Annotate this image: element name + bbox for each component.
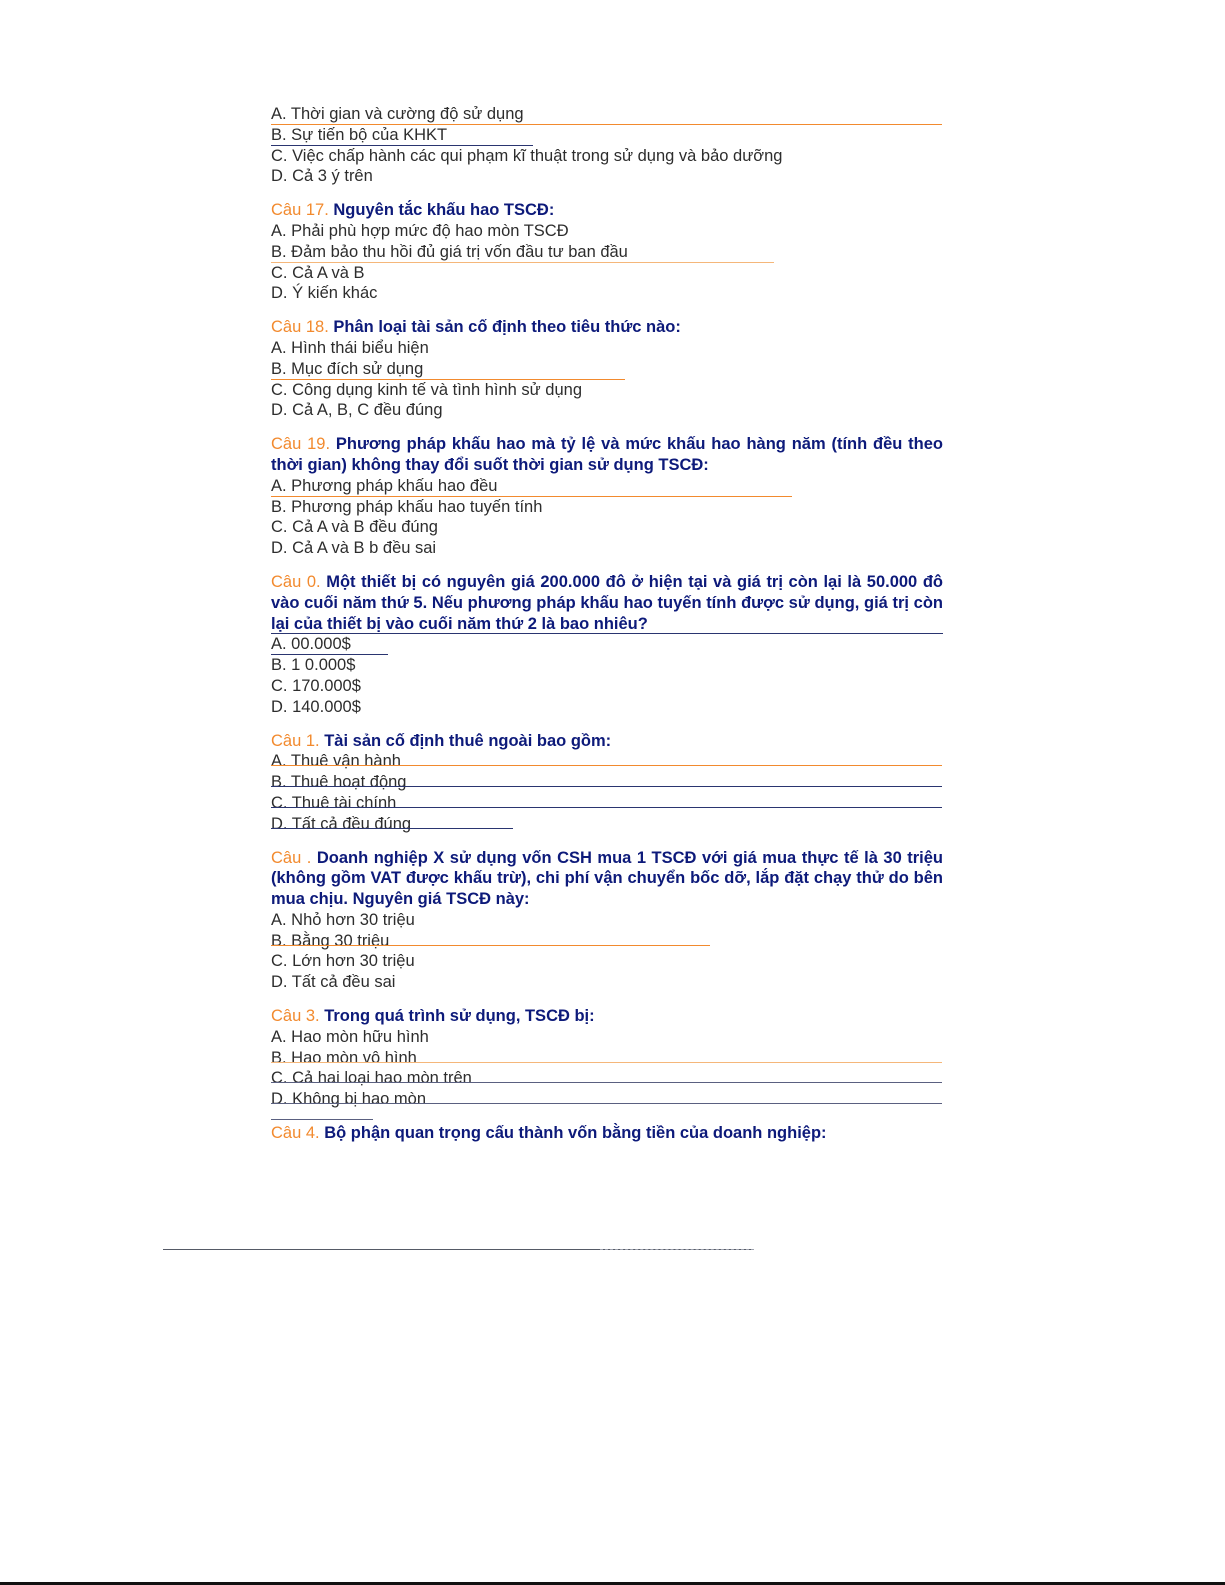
question-23-heading xyxy=(271,1006,943,1027)
option-text: B. Phương pháp khấu hao tuyến tính xyxy=(271,497,543,516)
question-23 xyxy=(271,1006,943,1110)
option-text: B. Mục đích sử dụng xyxy=(271,359,424,378)
underline-mark xyxy=(271,1119,373,1120)
option-22-a xyxy=(271,910,943,931)
option-17-d xyxy=(271,283,943,304)
option-18-c xyxy=(271,380,943,401)
option-20-b xyxy=(271,655,943,676)
option-text: A. 00.000$ xyxy=(271,635,351,654)
option-text: A. Phải phù hợp mức độ hao mòn TSCĐ xyxy=(271,221,569,240)
question-number: Câu 1. xyxy=(271,731,320,750)
question-text: Trong quá trình sử dụng, TSCĐ bị: xyxy=(324,1007,595,1026)
option-23-a xyxy=(271,1027,943,1048)
option-text: D. Cả A và B b đều sai xyxy=(271,539,437,558)
footer-divider-faint xyxy=(600,1249,754,1250)
option-text: D. Tất cả đều sai xyxy=(271,973,396,992)
option-20-c xyxy=(271,676,943,697)
option-text: C. Cả hai loại hao mòn trên xyxy=(271,1069,472,1088)
question-18 xyxy=(271,317,943,421)
question-text: Bộ phận quan trọng cấu thành vốn bằng tiền của doanh nghiệp: xyxy=(324,1124,827,1143)
option-19-a xyxy=(271,476,943,497)
question-number: Câu 0. xyxy=(271,572,321,591)
question-text: Phân loại tài sản cố định theo tiêu thức nào: xyxy=(333,318,681,337)
question-17-heading xyxy=(271,200,943,221)
question-number: Câu 17. xyxy=(271,201,329,220)
question-21 xyxy=(271,731,943,835)
option-17-c xyxy=(271,263,943,284)
option-18-b xyxy=(271,359,943,380)
option-18-a xyxy=(271,338,943,359)
option-text: D. Cả 3 ý trên xyxy=(271,167,373,186)
question-22-heading xyxy=(271,848,943,910)
option-text: C. Thuê tài chính xyxy=(271,793,397,812)
option-21-c xyxy=(271,793,943,814)
option-text: C. Cả A và B đều đúng xyxy=(271,518,438,537)
question-text: Nguyên tắc khấu hao TSCĐ: xyxy=(333,201,555,220)
question-22 xyxy=(271,848,943,994)
option-text: A. Hao mòn hữu hình xyxy=(271,1027,429,1046)
question-number: Câu 19. xyxy=(271,435,331,454)
question-number: Câu 4. xyxy=(271,1124,320,1143)
option-19-d xyxy=(271,538,943,559)
option-16-d xyxy=(271,166,943,187)
option-text: B. Sự tiến bộ của KHKT xyxy=(271,125,448,144)
option-text: A. Thời gian và cường độ sử dụng xyxy=(271,105,524,123)
option-16-b xyxy=(271,125,943,146)
option-text: A. Nhỏ hơn 30 triệu xyxy=(271,910,415,929)
option-23-c xyxy=(271,1068,943,1089)
option-23-d xyxy=(271,1089,943,1110)
option-text: A. Phương pháp khấu hao đều xyxy=(271,476,498,495)
option-22-d xyxy=(271,972,943,993)
option-text: C. Công dụng kinh tế và tình hình sử dụng xyxy=(271,380,583,399)
question-21-heading xyxy=(271,731,943,752)
option-text: D. Tất cả đều đúng xyxy=(271,814,412,833)
underline-mark xyxy=(271,786,942,787)
option-21-a xyxy=(271,751,943,772)
option-text: C. 170.000$ xyxy=(271,676,361,695)
quiz-content xyxy=(271,104,943,1144)
option-text: C. Cả A và B xyxy=(271,263,365,282)
question-text: Phương pháp khấu hao mà tỷ lệ và mức khấu hao hàng năm (tính đều theo thời gian) không thay đổi suốt thời gian sử dụng TSCĐ: xyxy=(271,435,944,474)
option-17-b xyxy=(271,242,943,263)
underline-mark xyxy=(271,1082,942,1083)
option-22-b xyxy=(271,931,943,952)
option-22-c xyxy=(271,951,943,972)
question-16-continued xyxy=(271,104,943,187)
question-17 xyxy=(271,200,943,304)
option-21-b xyxy=(271,772,943,793)
underline-mark xyxy=(271,945,710,946)
underline-mark xyxy=(271,765,942,766)
option-18-d xyxy=(271,400,943,421)
question-20 xyxy=(271,572,943,718)
question-text: Doanh nghiệp X sử dụng vốn CSH mua 1 TSCĐ với giá mua thực tế là 30 triệu (không gồm VAT được khấu trừ), chi phí vận chuyển bốc dỡ, lắp đặt chạy thử do bên mua chịu. Nguyên giá TSCĐ này: xyxy=(271,848,944,909)
option-text: D. Cả A, B, C đều đúng xyxy=(271,401,443,420)
underline-mark xyxy=(271,828,513,829)
option-text: D. Ý kiến khác xyxy=(271,284,378,303)
question-18-heading xyxy=(271,317,943,338)
question-number: Câu 3. xyxy=(271,1007,320,1026)
question-text: Một thiết bị có nguyên giá 200.000 đô ở hiện tại và giá trị còn lại là 50.000 đô vào cuối năm thứ 5. Nếu phương pháp khấu hao tuyến tính được sử dụng, giá trị còn lại của thiết bị vào cuối năm thứ 2 là bao nhiêu? xyxy=(271,572,943,633)
question-24 xyxy=(271,1123,943,1144)
option-text: C. Lớn hơn 30 triệu xyxy=(271,952,415,971)
option-text: C. Việc chấp hành các qui phạm kĩ thuật trong sử dụng và bảo dưỡng xyxy=(271,146,783,165)
underline-mark xyxy=(271,1062,942,1063)
option-text: B. Bằng 30 triệu xyxy=(271,931,390,950)
option-text: A. Hình thái biểu hiện xyxy=(271,338,429,357)
question-text: Tài sản cố định thuê ngoài bao gồm: xyxy=(324,731,612,750)
question-24-heading xyxy=(271,1123,943,1144)
option-text: B. Hao mòn vô hình xyxy=(271,1048,417,1067)
option-text: B. Đảm bảo thu hồi đủ giá trị vốn đầu tư ban đầu xyxy=(271,242,628,261)
question-20-heading xyxy=(271,572,943,634)
option-text: B. 1 0.000$ xyxy=(271,656,356,675)
underline-mark xyxy=(271,1103,942,1104)
underline-mark xyxy=(271,807,942,808)
option-19-b xyxy=(271,497,943,518)
option-20-d xyxy=(271,697,943,718)
option-text: D. 140.000$ xyxy=(271,697,361,716)
question-number: Câu 18. xyxy=(271,318,329,337)
option-21-d xyxy=(271,814,943,835)
option-17-a xyxy=(271,221,943,242)
option-text: D. Không bị hao mòn xyxy=(271,1090,427,1109)
option-text: B. Thuê hoạt động xyxy=(271,773,407,792)
option-19-c xyxy=(271,517,943,538)
option-23-b xyxy=(271,1048,943,1069)
option-text: A. Thuê vận hành xyxy=(271,752,401,771)
question-19 xyxy=(271,434,943,559)
question-19-heading xyxy=(271,434,943,476)
option-16-a xyxy=(271,104,943,125)
option-20-a xyxy=(271,634,943,655)
option-16-c xyxy=(271,146,943,167)
question-number: Câu . xyxy=(271,848,312,867)
